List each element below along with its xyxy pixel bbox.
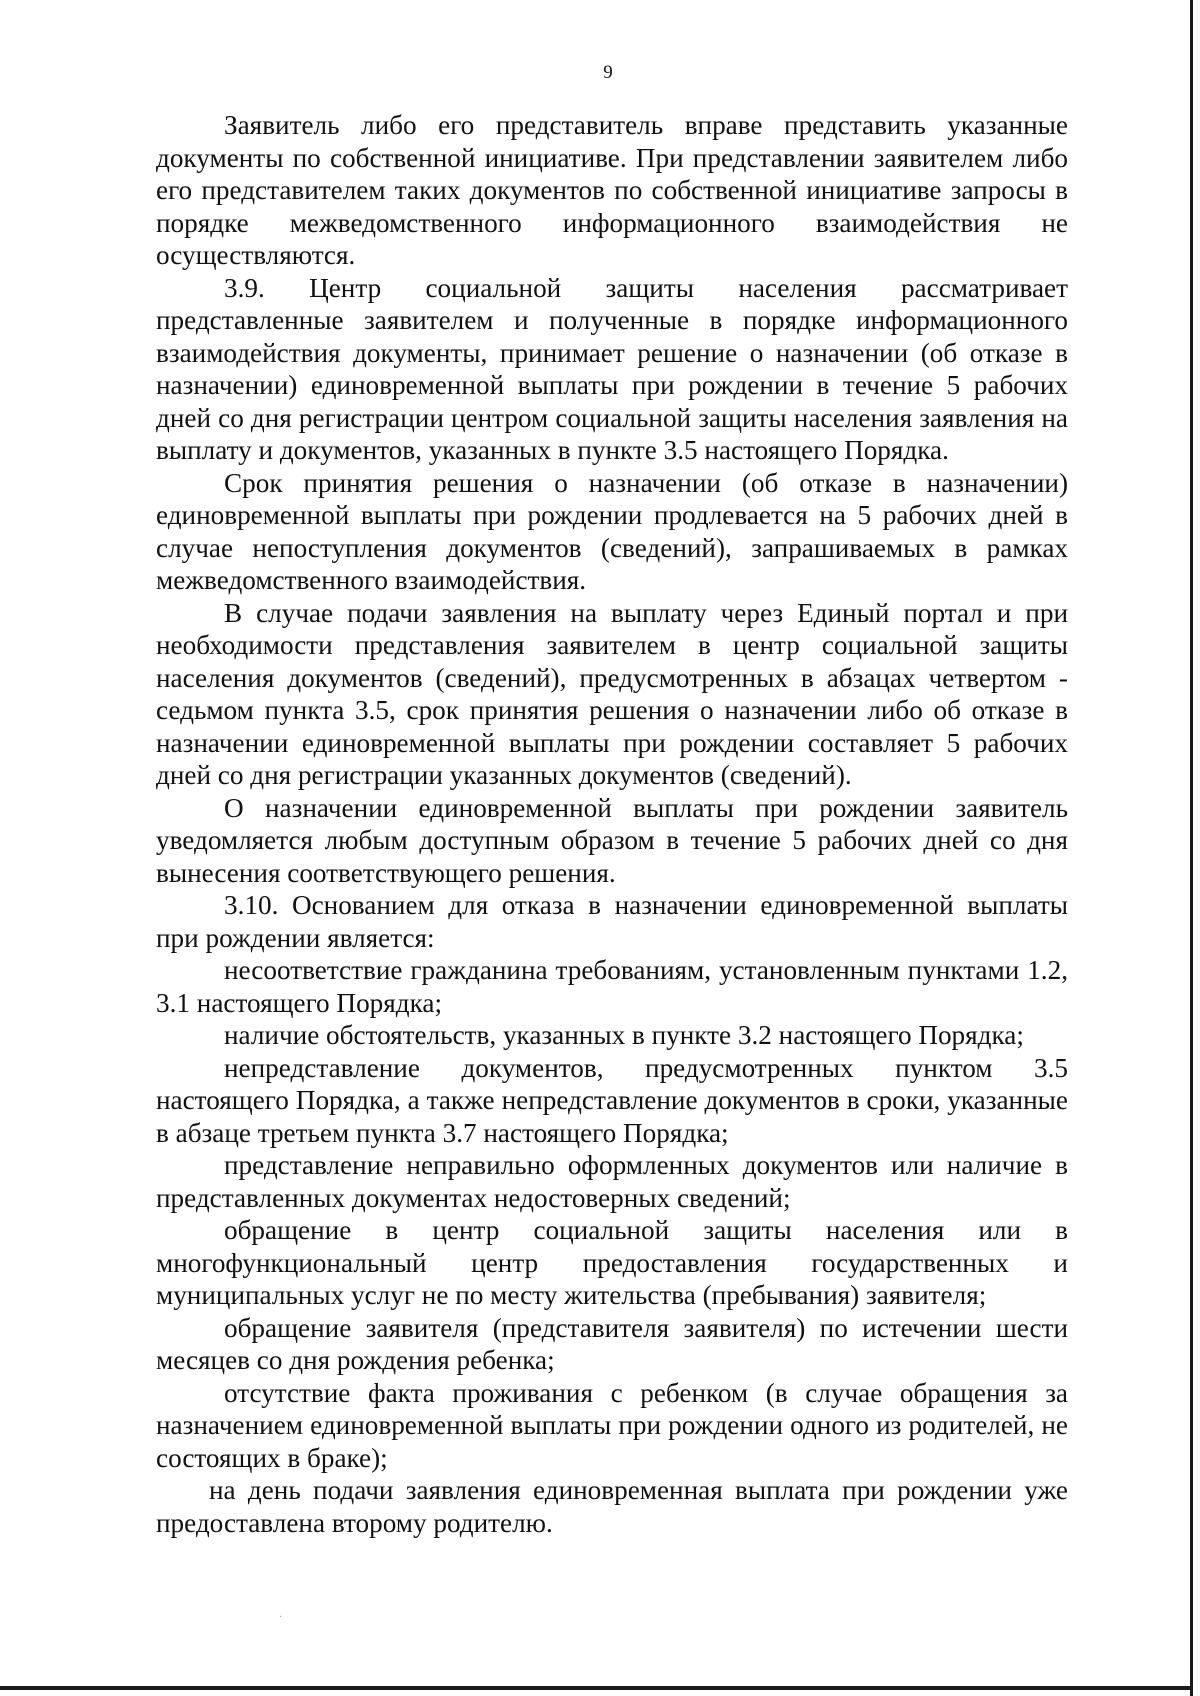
refusal-ground-requirements: несоответствие гражданина требованиям, установленным пунктами 1.2, 3.1 настоящего Порядка; [156, 955, 1068, 1018]
document-body [156, 109, 1068, 1539]
paragraph-notification: О назначении единовременной выплаты при рождении заявитель уведомляется любым доступным образом в течение 5 рабочих дней со дня вынесения соответствующего решения. [156, 792, 1068, 888]
paragraph-unified-portal: В случае подачи заявления на выплату через Единый портал и при необходимости представления заявителем в центр социальной защиты населения документов (сведений), предусмотренных в абзацах четвертом - седьмом пункта 3.5, срок принятия решения о назначении либо об отказе в назначении единовременной выплаты при рождении составляет 5 рабочих дней со дня регистрации указанных документов (сведений). [156, 597, 1068, 790]
refusal-ground-no-cohabitation: отсутствие факта проживания с ребенком (в случае обращения за назначением единовременной выплаты при рождении одного из родителей, не состоящих в браке); [156, 1377, 1068, 1473]
refusal-ground-documents-missing: непредставление документов, предусмотренных пунктом 3.5 настоящего Порядка, а также непредставление документов в сроки, указанные в абзаце третьем пункта 3.7 настоящего Порядка; [156, 1052, 1068, 1148]
refusal-ground-invalid-documents: представление неправильно оформленных документов или наличие в представленных документах недостоверных сведений; [156, 1150, 1068, 1213]
refusal-ground-late-application: обращение заявителя (представителя заявителя) по истечении шести месяцев со дня рождения ребенка; [156, 1312, 1068, 1375]
page-number: 9 [603, 62, 613, 83]
paragraph-3-9: 3.9. Центр социальной защиты населения рассматривает представленные заявителем и полученные в порядке информационного взаимодействия документы, принимает решение о назначении (об отказе в назначении) единовременной выплаты при рождении в течение 5 рабочих дней со дня регистрации центром социальной защиты населения заявления на выплату и документов, указанных в пункте 3.5 настоящего Порядка. [156, 272, 1068, 465]
page-bottom-border [0, 1686, 1193, 1690]
paragraph-3-10: 3.10. Основанием для отказа в назначении единовременной выплаты при рождении является: [156, 890, 1068, 953]
refusal-ground-circumstances: наличие обстоятельств, указанных в пункте 3.2 настоящего Порядка; [224, 1020, 1024, 1050]
refusal-ground-wrong-center: обращение в центр социальной защиты населения или в многофункциональный центр предоставления государственных и муниципальных услуг не по месту жительства (пребывания) заявителя; [156, 1215, 1068, 1310]
paragraph-decision-term-extension: Срок принятия решения о назначении (об отказе в назначении) единовременной выплаты при рождении продлевается на 5 рабочих дней в случае непоступления документов (сведений), запрашиваемых в рамках межведомственного взаимодействия. [156, 467, 1068, 595]
paragraph-applicant-initiative: Заявитель либо его представитель вправе представить указанные документы по собственной инициативе. При представлении заявителем либо его представителем таких документов по собственной инициативе запросы в порядке межведомственного информационного взаимодействия не осуществляются. [156, 110, 1068, 270]
refusal-ground-already-paid: на день подачи заявления единовременная выплата при рождении уже предоставлена второму родителю. [156, 1475, 1068, 1538]
scan-artifact-mark: · [279, 1612, 283, 1623]
page-right-border [1190, 0, 1193, 1696]
